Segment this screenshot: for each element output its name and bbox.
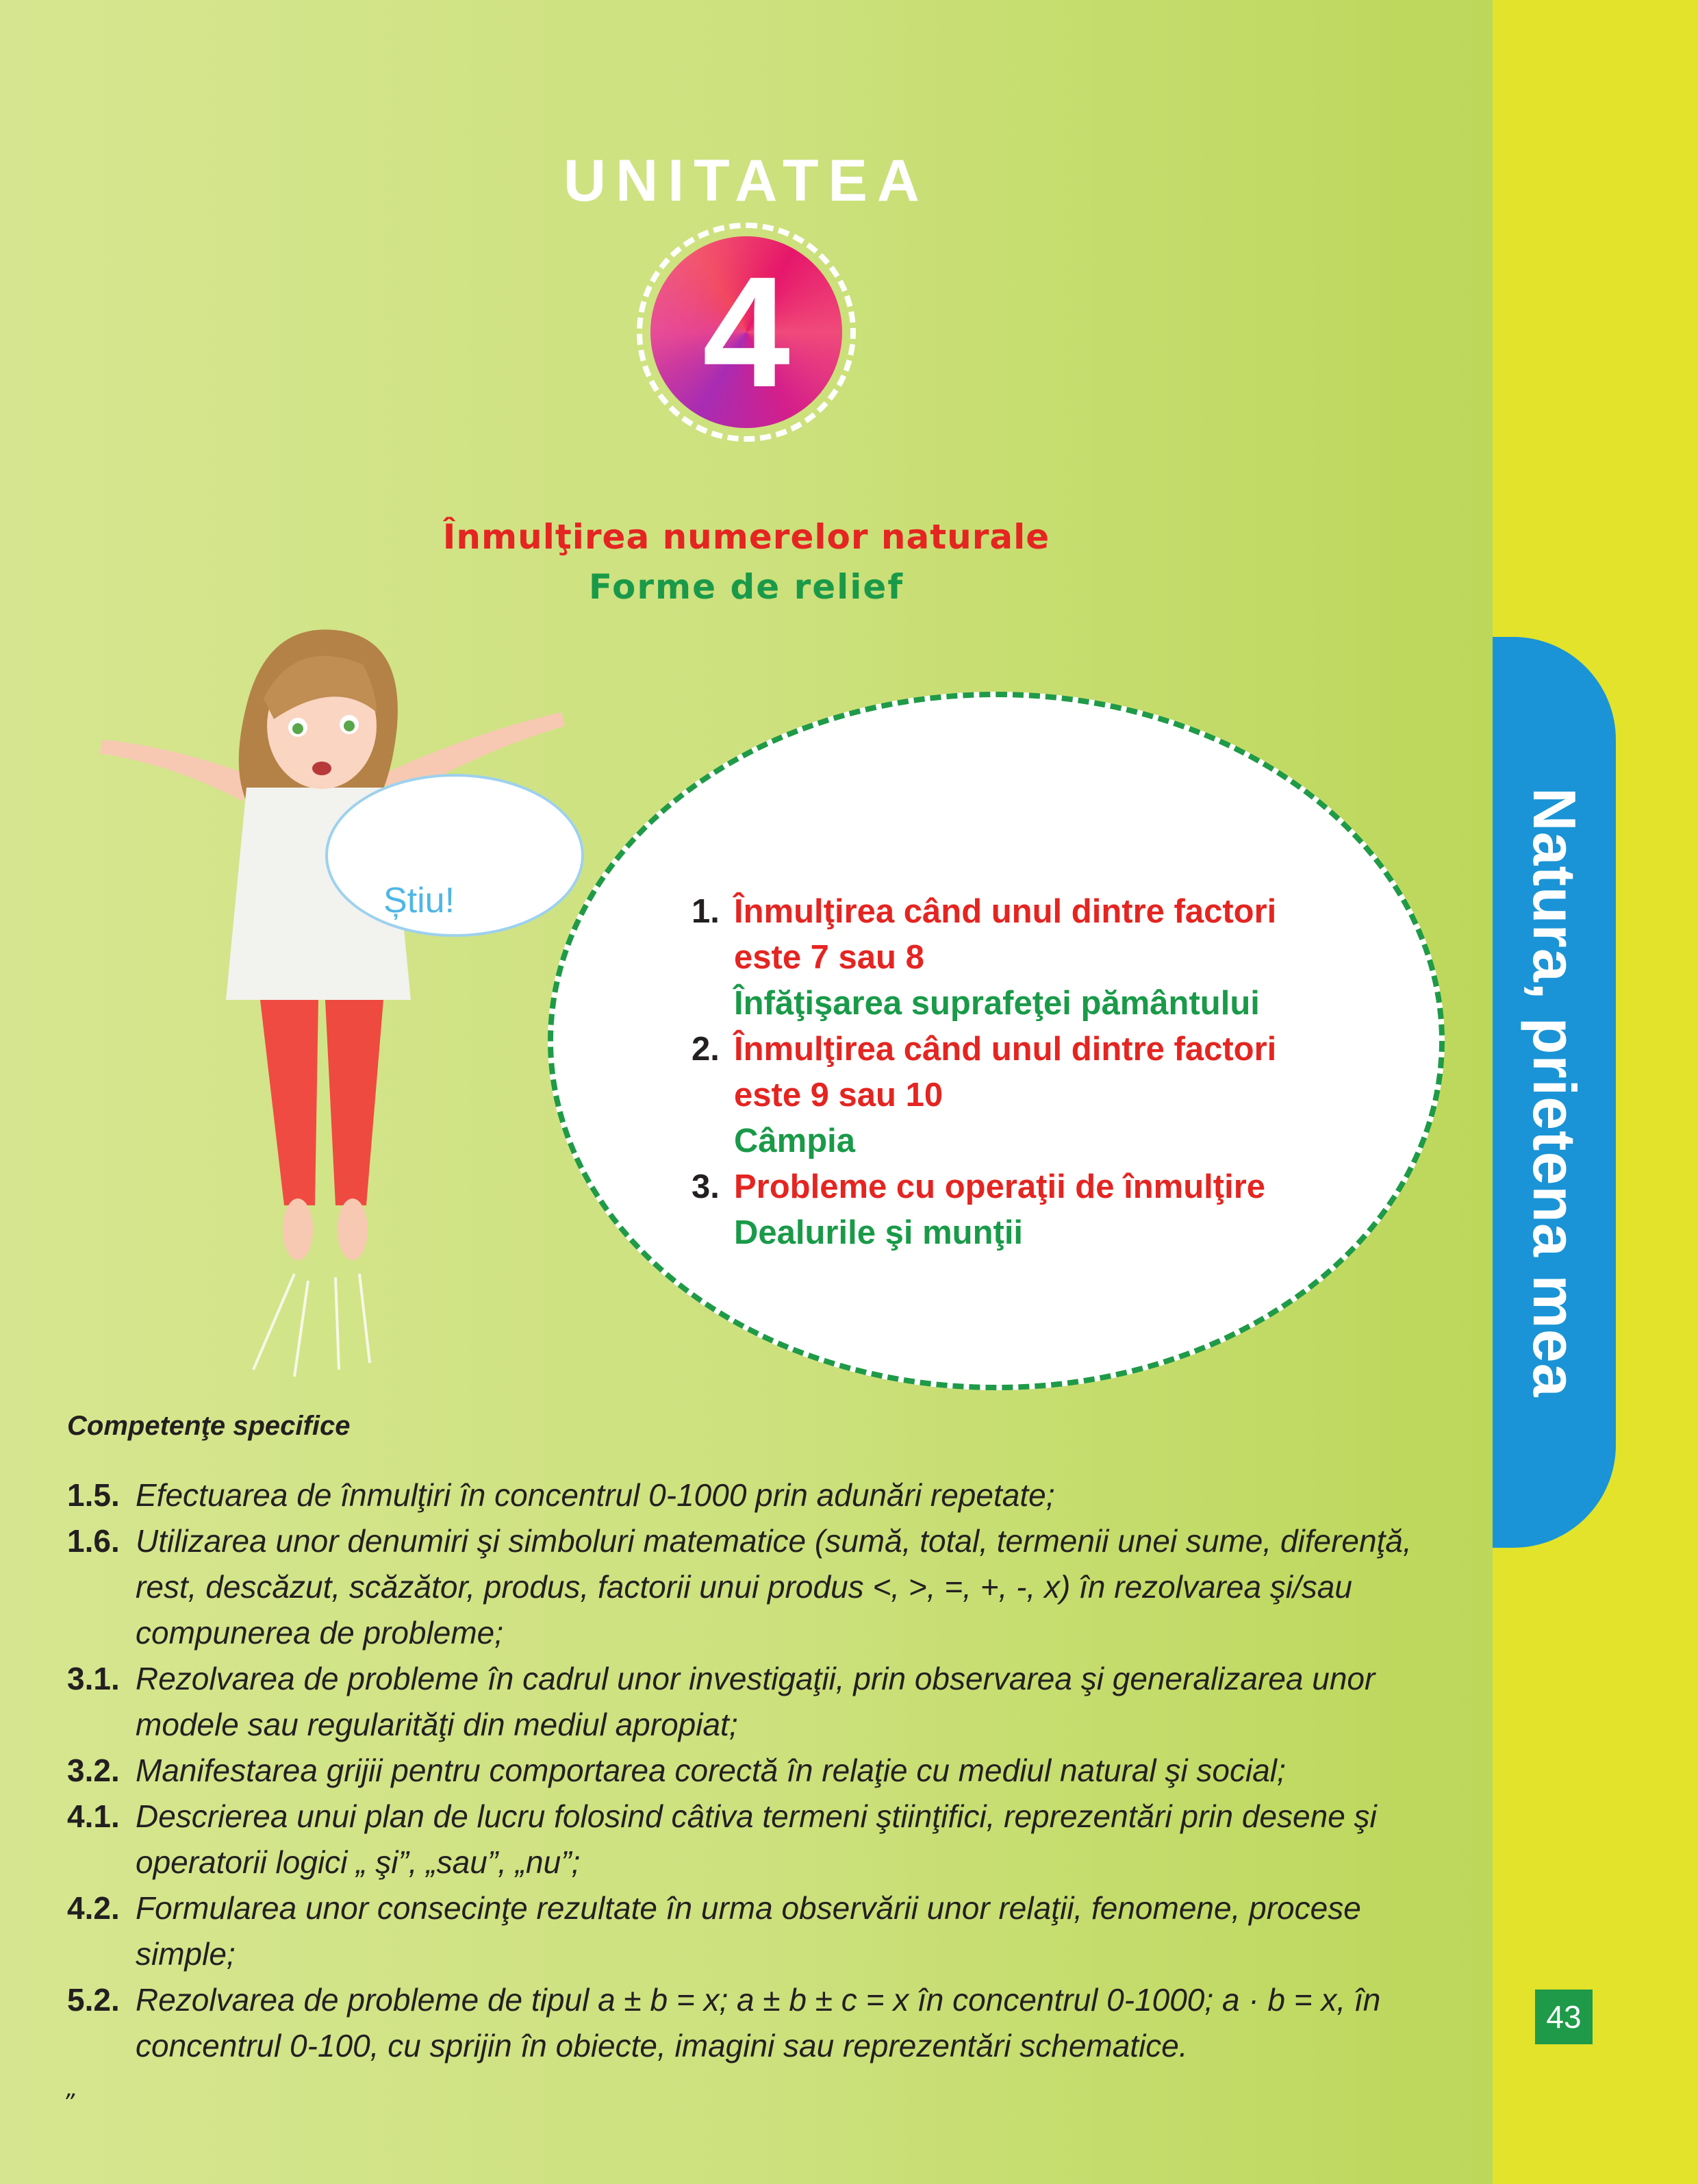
competence-text: Formularea unor consecinţe rezultate în urma observării unor relaţii, fenomene, procese simple; [136, 1890, 1361, 1972]
side-tab-title-wrap [1493, 637, 1616, 1548]
unit-label: UNITATEA [563, 148, 929, 214]
side-tab-title: Natura, prietena mea [1521, 787, 1588, 1398]
motion-lines [253, 1274, 370, 1377]
contents-item-math: este 7 sau 8 [734, 939, 924, 976]
contents-item-science: Câmpia [734, 1122, 856, 1159]
contents-item-science: Dealurile şi munţii [734, 1214, 1024, 1251]
competence-number: 4.1. [67, 1798, 120, 1834]
girl-illustration [89, 616, 582, 1383]
competence-number: 3.1. [67, 1661, 120, 1696]
competence-item [67, 1656, 1457, 1748]
competence-item [67, 1977, 1457, 2069]
contents-item-number: 3. [692, 1168, 720, 1205]
unit-number: 4 [702, 244, 790, 420]
contents-item-science: Înfăţişarea suprafeţei pământului [734, 985, 1260, 1022]
competence-text: Efectuarea de înmulţiri în concentrul 0-1000 prin adunări repetate; [136, 1477, 1055, 1513]
competence-text: Manifestarea grijii pentru comportarea corectă în relaţie cu mediul natural şi social; [136, 1753, 1286, 1788]
competence-number: 4.2. [67, 1890, 120, 1926]
subtitle-math: Înmulţirea numerelor naturale [442, 517, 1050, 557]
contents-list [692, 889, 1410, 1256]
competence-number: 3.2. [67, 1753, 120, 1788]
competence-item [67, 1794, 1457, 1885]
footnote-mark: „ [66, 2075, 78, 2103]
contents-item-math: Înmulţirea când unul dintre factori [734, 893, 1277, 930]
contents-item [692, 1164, 1410, 1256]
competence-number: 5.2. [67, 1982, 120, 2018]
contents-item-number: 1. [692, 893, 720, 930]
competence-item [67, 1748, 1457, 1794]
competence-text: Descrierea unui plan de lucru folosind câtiva termeni ştiinţifici, reprezentări prin desene şi operatorii logici „ şi”, „sau”, „nu”; [136, 1798, 1377, 1880]
competence-text: Rezolvarea de probleme de tipul a ± b = x; a ± b ± c = x în concentrul 0-1000; a · b = x, în concentrul 0-100, cu sprijin în obiecte, imagini sau reprezentări schematice. [136, 1982, 1381, 2063]
contents-item-math: Înmulţirea când unul dintre factori [734, 1031, 1277, 1068]
competence-number: 1.6. [67, 1523, 120, 1559]
contents-item-math: este 9 sau 10 [734, 1077, 943, 1114]
competence-item [67, 1472, 1457, 1518]
unit-badge [650, 236, 842, 428]
competences-title: Competenţe specifice [67, 1411, 351, 1441]
contents-item-math: Probleme cu operaţii de înmulţire [734, 1168, 1266, 1205]
competence-item [67, 1885, 1457, 1977]
competence-item [67, 1518, 1457, 1656]
competence-text: Rezolvarea de probleme în cadrul unor investigaţii, prin observarea şi generalizarea unor modele sau regularităţi din mediul apropiat; [136, 1661, 1376, 1742]
contents-item [692, 1027, 1410, 1164]
competence-text: Utilizarea unor denumiri şi simboluri matematice (sumă, total, termenii unei sume, diferenţă, rest, descăzut, scăzător, produs, factorii unui produs <, >, =, +, -, x) în rezolvarea şi/sau compunerea de probleme; [136, 1523, 1412, 1650]
contents-item-number: 2. [692, 1031, 720, 1068]
speech-bubble-text: Știu! [383, 881, 455, 920]
page-number: 43 [1535, 1990, 1593, 2044]
contents-item [692, 889, 1410, 1027]
subtitle-science: Forme de relief [588, 567, 904, 607]
competence-number: 1.5. [67, 1477, 120, 1513]
competences-list [67, 1472, 1457, 2069]
